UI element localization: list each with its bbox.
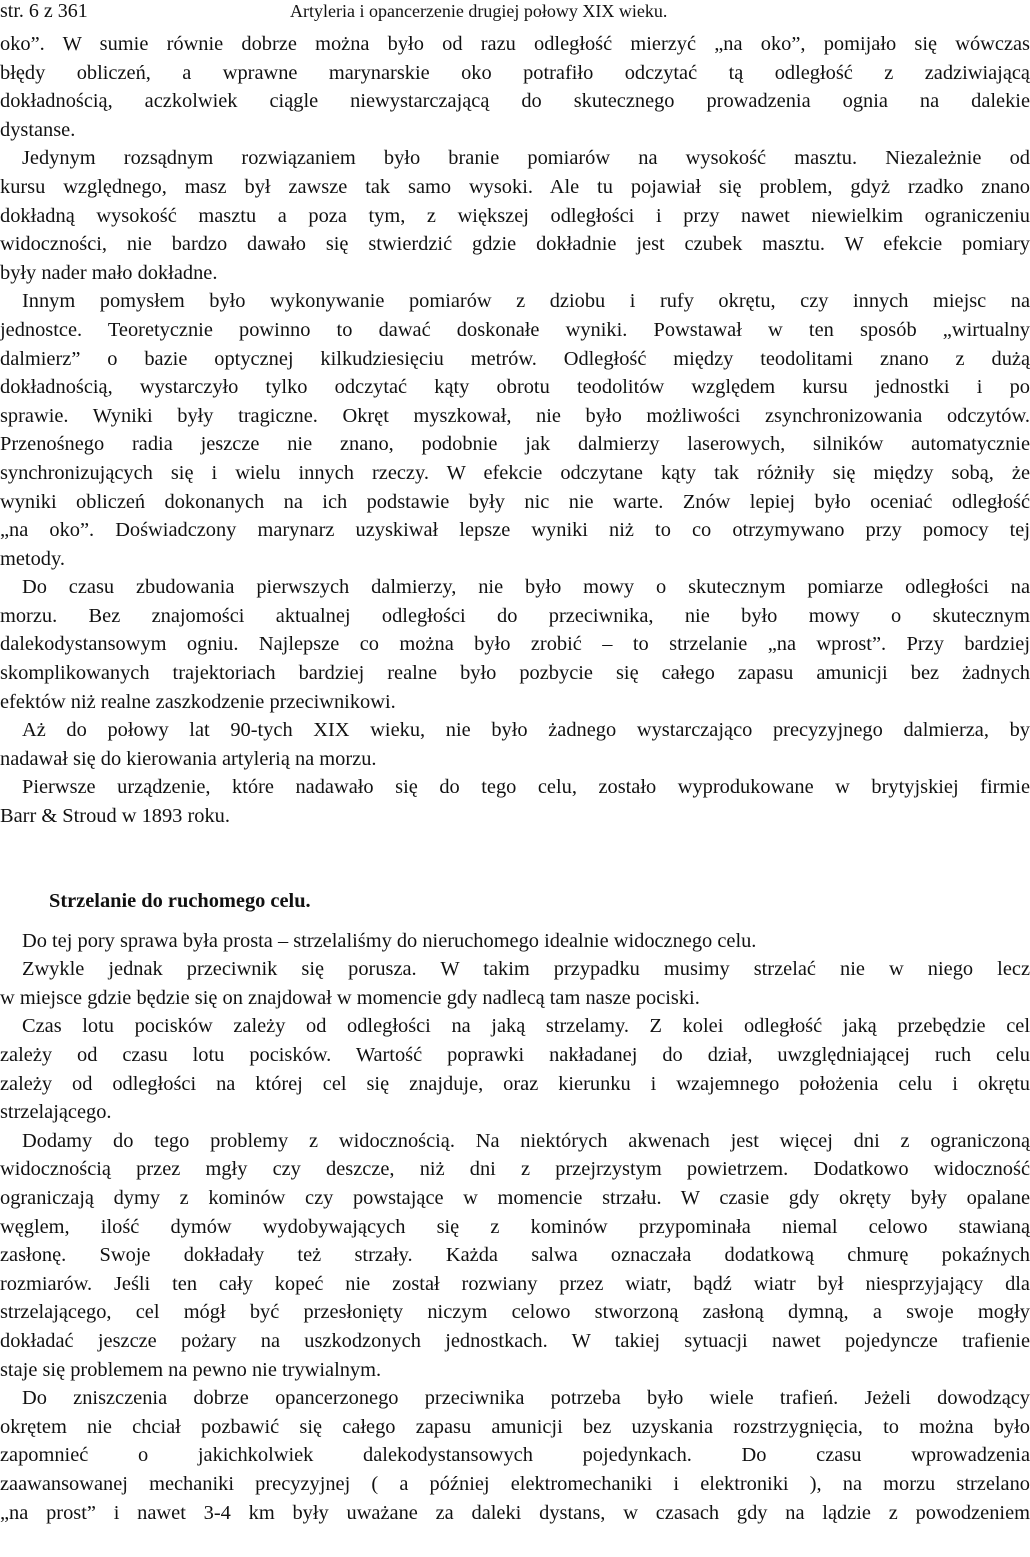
paragraph [0,1384,1030,1527]
text-line [0,1356,1030,1385]
text-line-content: Przenośnego radia jeszcze nie znano, podobnie jak dalmierzy laserowych, silników automatycznie [0,433,1030,456]
text-line-content: zasłonę. Swoje dokładały też strzały. Każda salwa oznaczała dodatkową chmurę pokaźnych [0,1244,1030,1267]
section-heading: Strzelanie do ruchomego celu. [49,889,311,912]
paragraph [0,927,1030,956]
text-line-content: zależy od czasu lotu pocisków. Wartość poprawki nakładanej do dział, uwzględniającej ruch celu [0,1044,1030,1066]
text-line [0,984,1030,1013]
text-line [0,316,1030,345]
paragraph [0,287,1030,573]
text-line [0,1499,1030,1528]
text-line-content: były nader mało dokładne. [0,261,218,284]
text-line-content: wyniki obliczeń dokonanych na ich podstawie były nic nie warte. Znów lepiej było oceniać odległość [0,490,1030,513]
text-line [0,430,1030,459]
text-line [0,373,1030,402]
text-line [0,144,1030,173]
text-line [0,1241,1030,1270]
text-line [0,202,1030,231]
text-line [0,1127,1030,1156]
text-line-content: Barr & Stroud w 1893 roku. [0,805,230,828]
paragraph [0,716,1030,773]
text-line [0,59,1030,88]
text-line [0,1384,1030,1413]
text-line-content: w miejsce gdzie będzie się on znajdował w momencie gdy nadlecą tam nasze pociski. [0,986,700,1009]
text-line [0,1470,1030,1499]
text-line [0,927,1030,956]
paragraph [0,1012,1030,1126]
paragraph [0,573,1030,716]
paragraph [0,955,1030,1012]
text-line [0,1012,1030,1041]
text-line-content: synchronizujących się i wielu innych rzeczy. W efekcie odczytane kąty tak różniły się między sobą, że [0,461,1030,484]
text-line [0,1413,1030,1442]
text-line [0,602,1030,631]
text-line-content: metody. [0,547,65,570]
text-line [0,488,1030,517]
text-line-content: rozmiarów. Jeśli ten cały kopeć nie został rozwiany przez wiatr, bądź wiatr był niesprzyjający dla [0,1272,1030,1295]
running-title: Artyleria i opancerzenie drugiej połowy XIX wieku. [290,1,668,21]
text-line [0,1441,1030,1470]
text-line [0,230,1030,259]
text-line-content: zależy od odległości na której cel się znajduje, oraz kierunku i wzajemnego położenia celu i okrętu [0,1072,1030,1095]
text-line-content: strzelającego, cel mógł być przesłonięty niczym celowo stworzoną zasłoną dymną, a swoje mogły [0,1301,1030,1324]
page-header [0,0,1030,25]
text-line [0,459,1030,488]
text-line [0,1098,1030,1127]
text-line-content: Czas lotu pocisków zależy od odległości na jaką strzelamy. Z kolei odległość jaką przebędzie cel [22,1015,1030,1038]
text-line-content: dalmierz” o bazie optycznej kilkudziesięciu metrów. Odległość między teodolitami znano z dużą [0,347,1030,370]
text-line [0,116,1030,145]
text-line [0,1184,1030,1213]
text-line-content: widocznością przez mgły czy deszcze, niż dni z przejrzystym powietrzem. Dodatkowo widoczność [0,1158,1030,1181]
text-line [0,173,1030,202]
text-line [0,630,1030,659]
text-line-content: Zwykle jednak przeciwnik się porusza. W takim przypadku musimy strzelać nie w niego lecz [22,958,1030,981]
text-line [0,1041,1030,1070]
text-line-content: ograniczają dymy z kominów czy powstające w momencie strzału. W czasie gdy okręty były opalane [0,1186,1030,1209]
text-line-content: jednostce. Teoretycznie powinno to dawać doskonałe wyniki. Powstawał w ten sposób „wirtualny [0,318,1030,341]
paragraph [0,1127,1030,1384]
text-line [0,745,1030,774]
text-line-content: staje się problemem na pewno nie trywialnym. [0,1358,382,1381]
heading-gap [0,919,1030,927]
text-line [0,1270,1030,1299]
text-line [0,802,1030,831]
document-body [0,30,1030,1527]
text-line-content: skomplikowanych trajektoriach bardziej realne było pozbycie się całego zapasu amunicji bez żadnych [0,662,1030,685]
text-line-content: dokładać jeszcze pożary na uszkodzonych jednostkach. W takiej sytuacji nawet pojedyncze trafienie [0,1329,1030,1352]
text-line-content: dystanse. [0,118,76,141]
text-line-content: Aż do połowy lat 90-tych XIX wieku, nie było żadnego wystarczająco precyzyjnego dalmierza, by [22,719,1030,742]
text-line-content: strzelającego. [0,1101,112,1124]
text-line-content: Pierwsze urządzenie, które nadawało się do tego celu, zostało wyprodukowane w brytyjskiej firmie [22,776,1030,799]
text-line [0,1070,1030,1099]
section-after [0,927,1030,1527]
text-line-content: oko”. W sumie równie dobrze można było od razu odległość mierzyć „na oko”, pomijało się wówczas [0,33,1030,55]
text-line-content: sprawie. Wyniki były tragiczne. Okręt myszkował, nie było możliwości zsynchronizowania odczytów. [0,404,1030,427]
page-number: str. 6 z 361 [0,0,88,22]
text-line [0,87,1030,116]
text-line [0,1298,1030,1327]
text-line-content: „na prost” i nawet 3-4 km były uważane za daleki dystans, w czasach gdy na lądzie z powodzeniem [0,1501,1030,1524]
text-line-content: dalekodystansowym ogniu. Najlepsze co można było zrobić – to strzelanie „na wprost”. Przy bardziej [0,633,1030,656]
text-line [0,545,1030,574]
text-line [0,1155,1030,1184]
text-line [0,30,1030,59]
text-line [0,259,1030,288]
text-line [0,402,1030,431]
text-line [0,345,1030,374]
text-line-content: węglem, ilość dymów wydobywających się z kominów przypominała niemal celowo stawianą [0,1215,1030,1238]
text-line [0,287,1030,316]
paragraph [0,30,1030,144]
text-line-content: dokładną wysokość masztu a poza tym, z większej odległości i przy nawet niewielkim ograniczeniu [0,204,1030,227]
text-line-content: nadawał się do kierowania artylerią na morzu. [0,747,377,770]
section-before [0,30,1030,831]
text-line [0,955,1030,984]
text-line [0,1213,1030,1242]
text-line-content: efektów niż realne zaszkodzenie przeciwnikowi. [0,690,396,713]
text-line-content: zapomnieć o jakichkolwiek dalekodystansowych pojedynkach. Do czasu wprowadzenia [0,1444,1030,1467]
text-line [0,573,1030,602]
paragraph [0,144,1030,287]
text-line [0,716,1030,745]
text-line [0,773,1030,802]
text-line-content: zaawansowanej mechaniki precyzyjnej ( a później elektromechaniki i elektroniki ), na morzu strzelano [0,1472,1030,1495]
paragraph [0,773,1030,830]
text-line-content: Do zniszczenia dobrze opancerzonego przeciwnika potrzeba było wiele trafień. Jeżeli dowodzący [22,1387,1030,1410]
text-line [0,1327,1030,1356]
text-line-content: błędy obliczeń, a wprawne marynarskie oko potrafiło odczytać tą odległość z zadziwiającą [0,61,1030,84]
text-line [0,688,1030,717]
text-line-content: Innym pomysłem było wykonywanie pomiarów z dziobu i rufy okrętu, czy innych miejsc na [22,290,1030,313]
text-line-content: widoczności, nie bardzo dawało się stwierdzić gdzie dokładnie jest czubek masztu. W efekcie pomiary [0,233,1030,256]
text-line-content: morzu. Bez znajomości aktualnej odległości do przeciwnika, nie było mowy o skutecznym [0,604,1030,627]
text-line-content: dokładnością, wystarczyło tylko odczytać kąty obrotu teodolitów względem kursu jednostki i po [0,376,1030,399]
text-line-content: Jedynym rozsądnym rozwiązaniem było branie pomiarów na wysokość masztu. Niezależnie od [22,147,1030,170]
text-line-content: Do czasu zbudowania pierwszych dalmierzy, nie było mowy o skutecznym pomiarze odległości na [22,576,1030,599]
text-line-content: „na oko”. Doświadczony marynarz uzyskiwał lepsze wyniki niż to co otrzymywano przy pomocy tej [0,519,1030,542]
text-line [0,516,1030,545]
text-line-content: dokładnością, aczkolwiek ciągle niewystarczającą do skutecznego prowadzenia ognia na dalekie [0,90,1030,113]
text-line-content: Dodamy do tego problemy z widocznością. Na niektórych akwenach jest więcej dni z ograniczoną [22,1129,1030,1152]
text-line [0,659,1030,688]
text-line-content: Do tej pory sprawa była prosta – strzelaliśmy do nieruchomego idealnie widocznego celu. [22,929,757,952]
text-line-content: okrętem nie chciał pozbawić się całego zapasu amunicji bez uzyskania rozstrzygnięcia, to można było [0,1415,1030,1438]
text-line-content: kursu względnego, masz był zawsze tak samo wysoki. Ale tu pojawiał się problem, gdyż rzadko znano [0,175,1030,198]
section-gap [0,831,1030,883]
